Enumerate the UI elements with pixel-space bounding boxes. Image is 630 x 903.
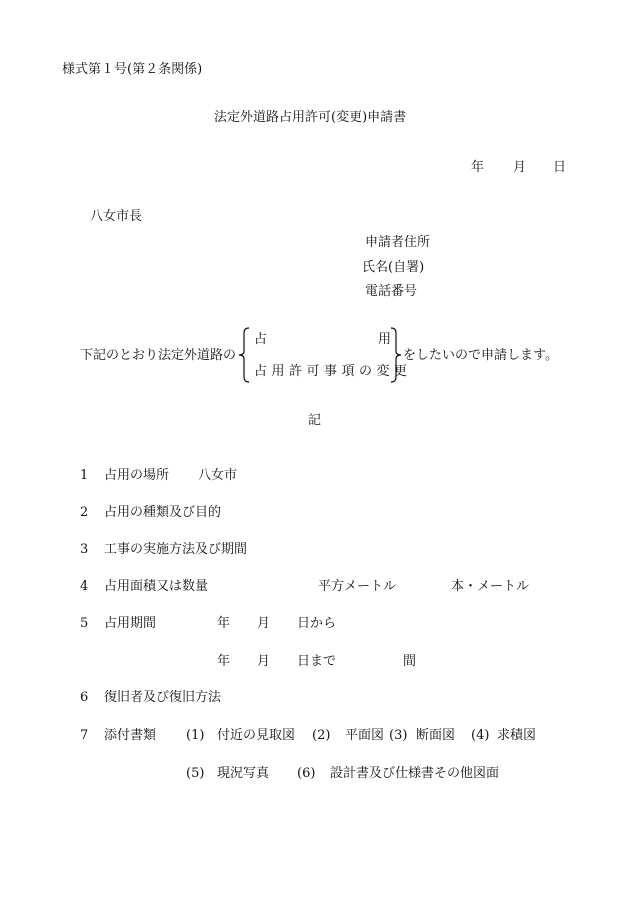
left-brace <box>238 327 250 383</box>
date-day: 日 <box>553 160 567 175</box>
item-5-to-day: 日まで <box>297 654 337 669</box>
applicant-name-label: 氏名(自署) <box>362 260 425 275</box>
applicant-address-label: 申請者住所 <box>365 235 431 250</box>
request-option-occupy-1: 占 <box>254 332 268 347</box>
item-5-label: 占用期間 <box>104 616 157 631</box>
item-3-label: 工事の実施方法及び期間 <box>104 542 248 557</box>
item-4-unit-area: 平方メートル <box>318 579 397 594</box>
right-brace <box>390 327 402 383</box>
item-5-number: 5 <box>80 616 89 631</box>
attachment-1-marker: (1) <box>186 728 205 743</box>
item-5-duration: 間 <box>403 654 417 669</box>
attachment-2-marker: (2) <box>312 728 331 743</box>
attachment-4-marker: (4) <box>471 728 490 743</box>
attachment-6-desc: 設計書及び仕様書その他図面 <box>330 766 500 781</box>
request-prefix: 下記のとおり法定外道路の <box>80 348 237 363</box>
item-5-to-month: 月 <box>257 654 271 669</box>
form-number: 様式第１号(第２条関係) <box>62 62 203 77</box>
item-5-from-month: 月 <box>257 616 271 631</box>
applicant-phone-label: 電話番号 <box>365 284 418 299</box>
attachment-4-desc: 求積図 <box>497 728 537 743</box>
date-month: 月 <box>513 160 527 175</box>
addressee: 八女市長 <box>90 209 143 224</box>
item-1-number: 1 <box>80 468 89 483</box>
request-suffix: をしたいので申請します。 <box>403 348 558 363</box>
attachment-5-marker: (5) <box>186 766 205 781</box>
item-1-value: 八女市 <box>198 468 238 483</box>
attachment-3-desc: 断面図 <box>416 728 456 743</box>
ki-heading: 記 <box>308 413 322 428</box>
item-7-number: 7 <box>80 728 89 743</box>
attachment-5-desc: 現況写真 <box>217 766 270 781</box>
item-4-number: 4 <box>80 579 89 594</box>
item-7-label: 添付書類 <box>104 728 157 743</box>
date-year: 年 <box>471 160 485 175</box>
attachment-6-marker: (6) <box>297 766 316 781</box>
request-option-occupy-2: 用 <box>378 332 392 347</box>
item-5-from-day: 日から <box>297 616 337 631</box>
item-2-number: 2 <box>80 505 89 520</box>
document-title: 法定外道路占用許可(変更)申請書 <box>214 110 407 125</box>
attachment-3-marker: (3) <box>389 728 408 743</box>
item-4-unit-count: 本・メートル <box>451 579 530 594</box>
attachment-1-desc: 付近の見取図 <box>217 728 296 743</box>
item-4-label: 占用面積又は数量 <box>104 579 209 594</box>
item-5-from-year: 年 <box>217 616 231 631</box>
item-5-to-year: 年 <box>217 654 231 669</box>
item-6-number: 6 <box>80 690 89 705</box>
item-6-label: 復旧者及び復旧方法 <box>104 690 222 705</box>
item-3-number: 3 <box>80 542 89 557</box>
attachment-2-desc: 平面図 <box>345 728 385 743</box>
item-1-label: 占用の場所 <box>104 468 170 483</box>
request-option-change: 占用許可事項の変更 <box>254 364 412 379</box>
item-2-label: 占用の種類及び目的 <box>104 505 222 520</box>
